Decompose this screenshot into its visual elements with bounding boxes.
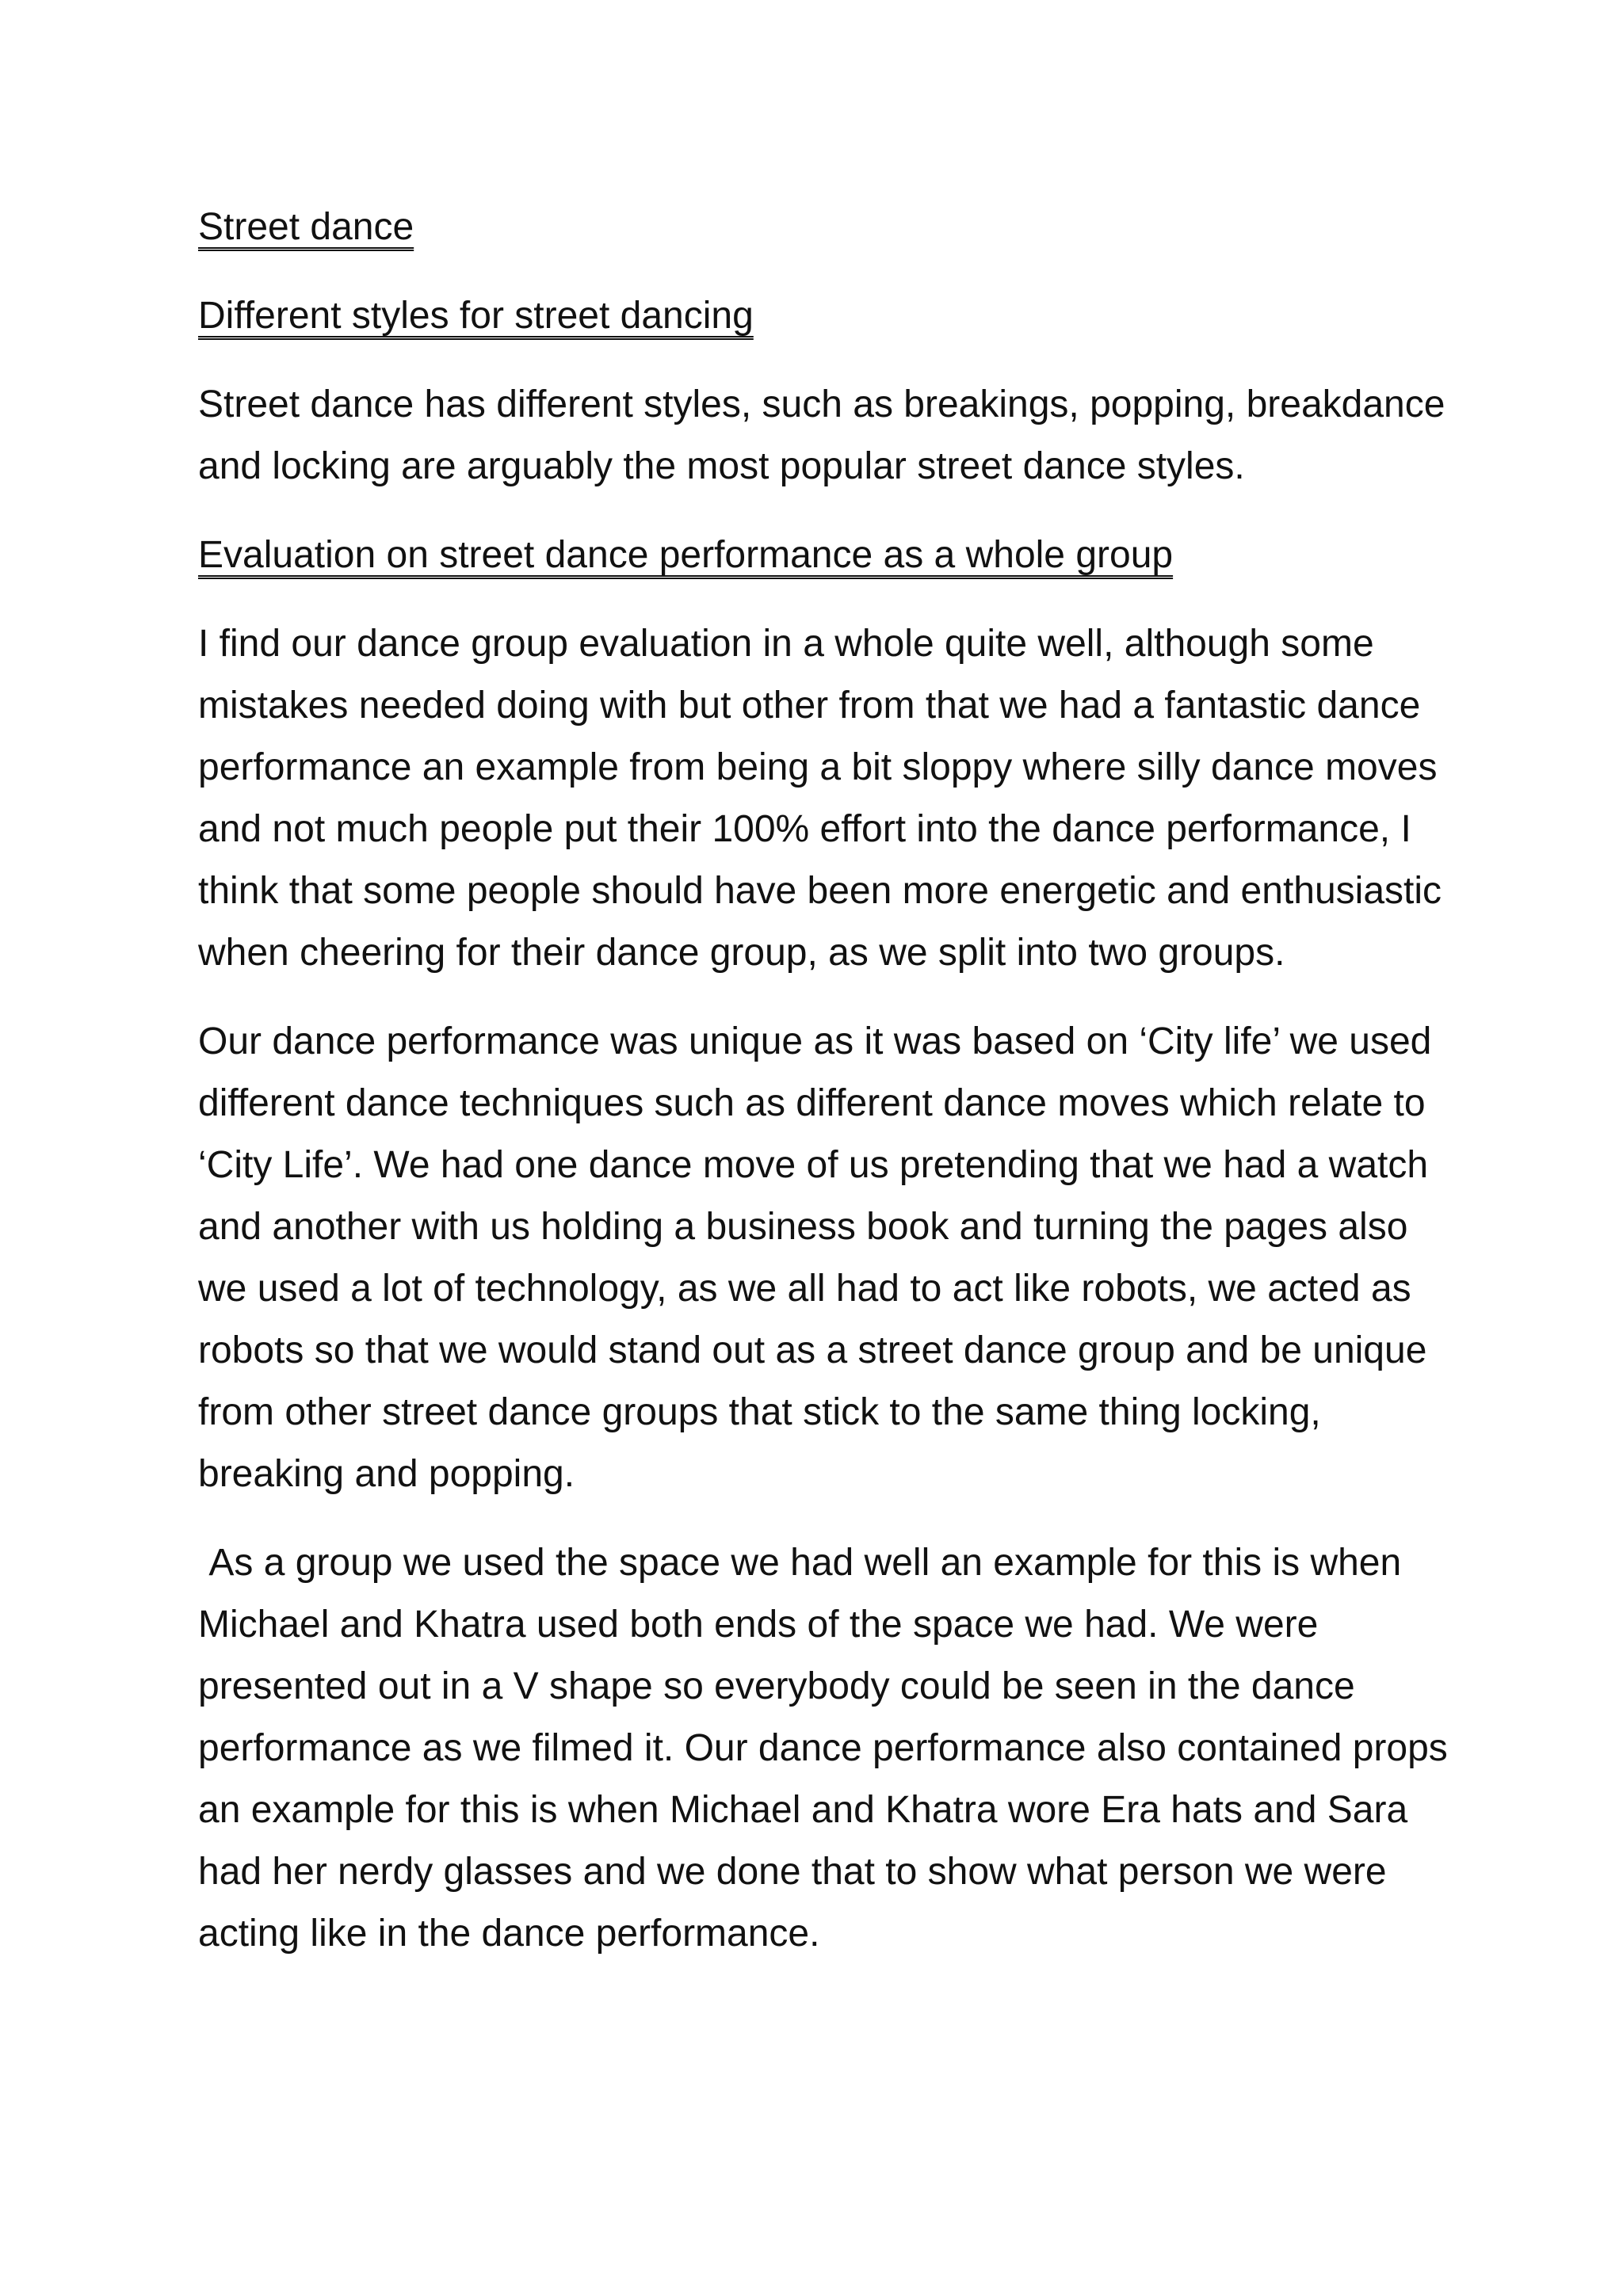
section1-heading-block xyxy=(198,285,1450,374)
title-block xyxy=(198,196,1450,285)
evaluation-paragraph-3: As a group we used the space we had well an example for this is when Michael and Khatra used both ends of the space we had. We were presented out in a V shape so everybody could be seen in the dance performance as we filmed it. Our dance performance also contained props an example for this is when Michael and Khatra wore Era hats and Sara had her nerdy glasses and we done that to show what person we were acting like in the dance performance. xyxy=(198,1542,1459,1955)
evaluation-paragraph-1: I find our dance group evaluation in a whole quite well, although some mistakes needed doing with but other from that we had a fantastic dance performance an example from being a bit sloppy where silly dance moves and not much people put their 100% effort into the dance performance, I think that some people should have been more energetic and enthusiastic when cheering for their dance group, as we split into two groups. xyxy=(198,623,1442,974)
section2-heading-block xyxy=(198,524,1450,613)
section1-paragraph: Street dance has different styles, such as breakings, popping, breakdance and locking are arguably the most popular street dance styles. xyxy=(198,383,1445,487)
section1-heading: Different styles for street dancing xyxy=(198,295,754,337)
evaluation-paragraph-2: Our dance performance was unique as it was based on ‘City life’ we used different dance techniques such as different dance moves which relate to ‘City Life’. We had one dance move of us pretending that we had a watch and another with us holding a business book and turning the pages also we used a lot of technology, as we all had to act like robots, we acted as robots so that we would stand out as a street dance group and be unique from other street dance groups that stick to the same thing locking, breaking and popping. xyxy=(198,1020,1432,1495)
document-title: Street dance xyxy=(198,206,414,248)
section2-heading: Evaluation on street dance performance as a whole group xyxy=(198,534,1174,576)
document-body xyxy=(198,196,1459,1992)
